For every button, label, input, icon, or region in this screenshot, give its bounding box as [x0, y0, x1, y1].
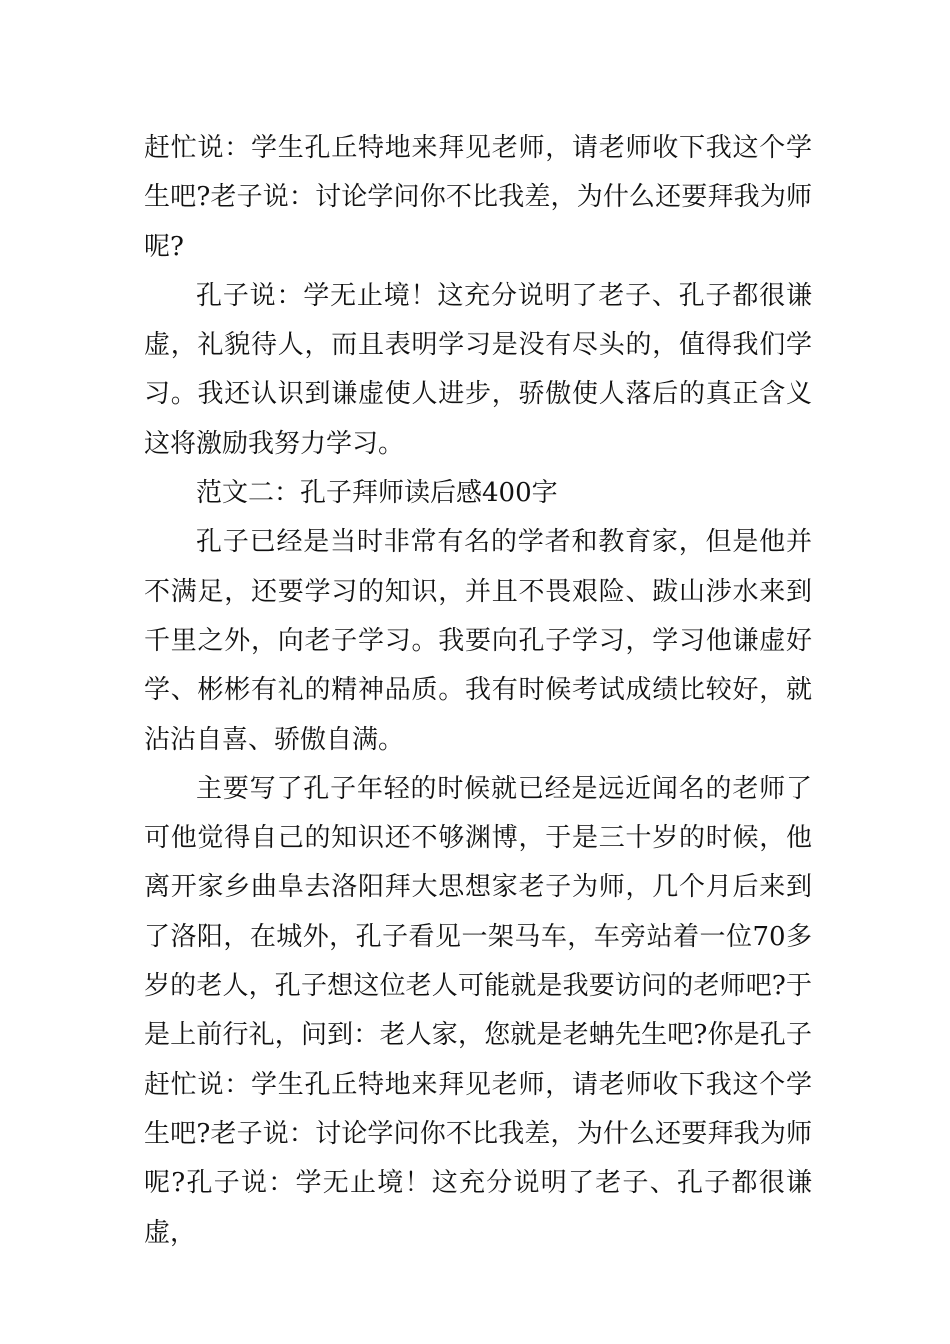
document-body: [144, 124, 812, 1258]
section-heading: 范文二：孔子拜师读后感400字: [196, 478, 558, 509]
paragraph-1: 赶忙说：学生孔丘特地来拜见老师，请老师收下我这个学生吧?老子说：讨论学问你不比我差，为什么还要拜我为师呢?: [144, 133, 812, 262]
paragraph-3: 孔子已经是当时非常有名的学者和教育家，但是他并不满足，还要学习的知识，并且不畏艰险、跋山涉水来到千里之外，向老子学习。我要向孔子学习，学习他谦虚好学、彬彬有礼的精神品质。我有时候考试成绩比较好，就沾沾自喜、骄傲自满。: [144, 527, 812, 755]
paragraph-4: 主要写了孔子年轻的时候就已经是远近闻名的老师了可他觉得自己的知识还不够渊博，于是三十岁的时候，他离开家乡曲阜去洛阳拜大思想家老子为师，几个月后来到了洛阳，在城外，孔子看见一架马车，车旁站着一位70多岁的老人，孔子想这位老人可能就是我要访问的老师吧?于是上前行礼，问到：老人家，您就是老蚺先生吧?你是孔子赶忙说：学生孔丘特地来拜见老师，请老师收下我这个学生吧?老子说：讨论学问你不比我差，为什么还要拜我为师呢?孔子说：学无止境！这充分说明了老子、孔子都很谦虚，: [144, 773, 812, 1248]
paragraph-2: 孔子说：学无止境！这充分说明了老子、孔子都很谦虚，礼貌待人，而且表明学习是没有尽头的，值得我们学习。我还认识到谦虚使人进步，骄傲使人落后的真正含义这将激励我努力学习。: [144, 280, 812, 459]
